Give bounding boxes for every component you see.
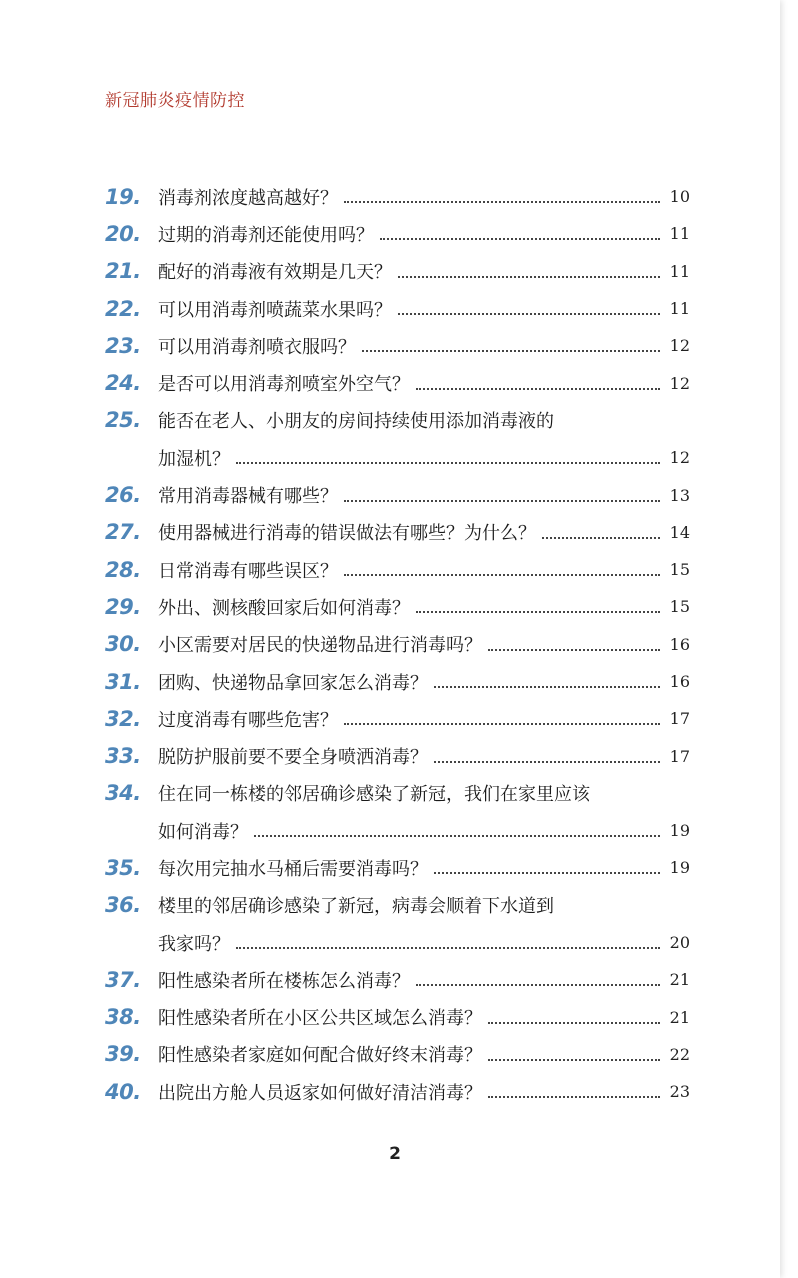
toc-entry-page: 13 — [669, 485, 690, 505]
toc-entry-number: 36. — [105, 893, 141, 918]
toc-entry-number: 37. — [105, 967, 141, 992]
toc-entry[interactable] — [105, 514, 690, 551]
toc-entry-number: 30. — [105, 632, 141, 657]
toc-entry-number: 20. — [105, 221, 141, 246]
toc-entry-title: 如何消毒？ — [158, 821, 248, 843]
toc-entry[interactable] — [105, 924, 690, 961]
dot-leader — [434, 871, 660, 874]
dot-leader — [416, 387, 660, 390]
toc-entry-page: 20 — [669, 933, 690, 953]
toc-entry-title: 出院出方舱人员返家如何做好清洁消毒？ — [158, 1082, 482, 1104]
toc-entry[interactable] — [105, 812, 690, 849]
toc-entry-title: 常用消毒器械有哪些？ — [158, 486, 338, 508]
toc-entry[interactable] — [105, 476, 690, 513]
toc-entry-number: 29. — [105, 594, 141, 619]
toc-entry[interactable] — [105, 290, 690, 327]
toc-entry-page: 15 — [669, 560, 690, 580]
toc-entry-number: 24. — [105, 371, 141, 396]
dot-leader — [434, 685, 660, 688]
toc-entry-page: 19 — [669, 858, 690, 878]
toc-entry[interactable] — [105, 364, 690, 401]
toc-entry-title: 楼里的邻居确诊感染了新冠，病毒会顺着下水道到 — [158, 896, 554, 918]
dot-leader — [488, 1058, 660, 1061]
dot-leader — [344, 499, 660, 502]
toc-entry[interactable] — [105, 327, 690, 364]
toc-entry[interactable] — [105, 178, 690, 215]
toc-entry[interactable] — [105, 253, 690, 290]
toc-entry[interactable] — [105, 887, 690, 924]
dot-leader — [344, 200, 660, 203]
toc-entry-title: 日常消毒有哪些误区？ — [158, 560, 338, 582]
dot-leader — [380, 237, 660, 240]
running-header: 新冠肺炎疫情防控 — [105, 91, 245, 111]
toc-entry-title: 加湿机？ — [158, 448, 230, 470]
toc-entry[interactable] — [105, 1036, 690, 1073]
toc-entry-title: 能否在老人、小朋友的房间持续使用添加消毒液的 — [158, 411, 554, 433]
toc-entry[interactable] — [105, 999, 690, 1036]
toc-entry-page: 16 — [669, 672, 690, 691]
toc-entry-title: 阳性感染者家庭如何配合做好终末消毒？ — [158, 1045, 482, 1067]
toc-entry[interactable] — [105, 402, 690, 439]
dot-leader — [488, 1021, 660, 1024]
toc-entry[interactable] — [105, 700, 690, 737]
toc-entry-page: 11 — [669, 261, 690, 281]
dot-leader — [254, 834, 660, 837]
toc-entry-number: 21. — [105, 259, 141, 284]
toc-entry-title: 使用器械进行消毒的错误做法有哪些？为什么？ — [158, 523, 536, 545]
toc-entry-page: 10 — [669, 187, 690, 207]
toc-entry-number: 40. — [105, 1079, 141, 1104]
toc-entry-page: 23 — [669, 1082, 690, 1102]
toc-entry-page: 21 — [669, 1007, 690, 1027]
toc-entry-page: 16 — [669, 634, 690, 654]
toc-entry-number: 35. — [105, 855, 141, 880]
dot-leader — [542, 536, 660, 539]
dot-leader — [236, 946, 660, 949]
toc-entry-page: 14 — [669, 522, 690, 542]
dot-leader — [236, 461, 660, 464]
toc-entry-title: 住在同一栋楼的邻居确诊感染了新冠，我们在家里应该 — [158, 784, 590, 806]
toc-entry[interactable] — [105, 215, 690, 252]
toc-entry-number: 23. — [105, 333, 141, 358]
dot-leader — [434, 760, 660, 763]
page-number: 2 — [389, 1144, 401, 1164]
toc-entry-title: 过度消毒有哪些危害？ — [158, 709, 338, 731]
toc-entry-title: 团购、快递物品拿回家怎么消毒？ — [158, 672, 428, 694]
toc-entry-title: 阳性感染者所在楼栋怎么消毒？ — [158, 970, 410, 992]
toc-entry-number: 22. — [105, 296, 141, 321]
toc-entry-number: 27. — [105, 520, 141, 545]
toc-entry-number: 19. — [105, 184, 141, 209]
toc-entry-page: 12 — [669, 336, 690, 356]
toc-entry[interactable] — [105, 849, 690, 886]
dot-leader — [488, 648, 660, 651]
toc-entry-title: 小区需要对居民的快递物品进行消毒吗？ — [158, 635, 482, 657]
toc-entry-page: 21 — [669, 970, 690, 990]
dot-leader — [344, 722, 660, 725]
toc-entry-page: 12 — [669, 448, 690, 468]
toc-entry-page: 15 — [669, 597, 690, 617]
toc-entry-page: 17 — [669, 709, 690, 729]
toc-entry[interactable] — [105, 961, 690, 998]
toc-entry-page: 17 — [669, 746, 690, 766]
toc-entry-number: 28. — [105, 557, 141, 582]
toc-entry-number: 39. — [105, 1042, 141, 1067]
toc-entry[interactable] — [105, 663, 690, 700]
toc-entry-title: 阳性感染者所在小区公共区域怎么消毒？ — [158, 1008, 482, 1030]
dot-leader — [416, 983, 660, 986]
toc-entry-number: 26. — [105, 483, 141, 508]
toc-entry-title: 过期的消毒剂还能使用吗？ — [158, 224, 374, 246]
table-of-contents — [105, 178, 690, 1110]
toc-entry-number: 32. — [105, 706, 141, 731]
dot-leader — [416, 610, 660, 613]
dot-leader — [398, 275, 660, 278]
toc-entry[interactable] — [105, 626, 690, 663]
dot-leader — [362, 349, 660, 352]
dot-leader — [398, 312, 660, 315]
toc-entry-title: 配好的消毒液有效期是几天？ — [158, 262, 392, 284]
toc-entry-number: 38. — [105, 1005, 141, 1030]
toc-entry-title: 是否可以用消毒剂喷室外空气？ — [158, 374, 410, 396]
toc-entry-title: 脱防护服前要不要全身喷洒消毒？ — [158, 747, 428, 769]
toc-entry-number: 25. — [105, 408, 141, 433]
toc-entry[interactable] — [105, 588, 690, 625]
toc-entry-number: 31. — [105, 669, 141, 694]
toc-entry[interactable] — [105, 439, 690, 476]
toc-entry-title: 我家吗？ — [158, 933, 230, 955]
toc-entry-title: 消毒剂浓度越高越好？ — [158, 187, 338, 209]
toc-entry-page: 11 — [669, 224, 690, 244]
toc-entry[interactable] — [105, 737, 690, 774]
toc-entry-title: 每次用完抽水马桶后需要消毒吗？ — [158, 858, 428, 880]
toc-entry-page: 12 — [669, 373, 690, 393]
toc-entry-page: 11 — [669, 299, 690, 319]
toc-entry-number: 34. — [105, 781, 141, 806]
toc-entry[interactable] — [105, 1073, 690, 1110]
toc-entry-page: 22 — [669, 1044, 690, 1064]
toc-entry-number: 33. — [105, 744, 141, 769]
toc-entry-title: 外出、测核酸回家后如何消毒？ — [158, 597, 410, 619]
toc-entry-title: 可以用消毒剂喷蔬菜水果吗？ — [158, 299, 392, 321]
toc-entry[interactable] — [105, 551, 690, 588]
dot-leader — [488, 1095, 660, 1098]
toc-entry-page: 19 — [669, 821, 690, 841]
toc-entry[interactable] — [105, 775, 690, 812]
toc-entry-title: 可以用消毒剂喷衣服吗？ — [158, 336, 356, 358]
dot-leader — [344, 573, 660, 576]
